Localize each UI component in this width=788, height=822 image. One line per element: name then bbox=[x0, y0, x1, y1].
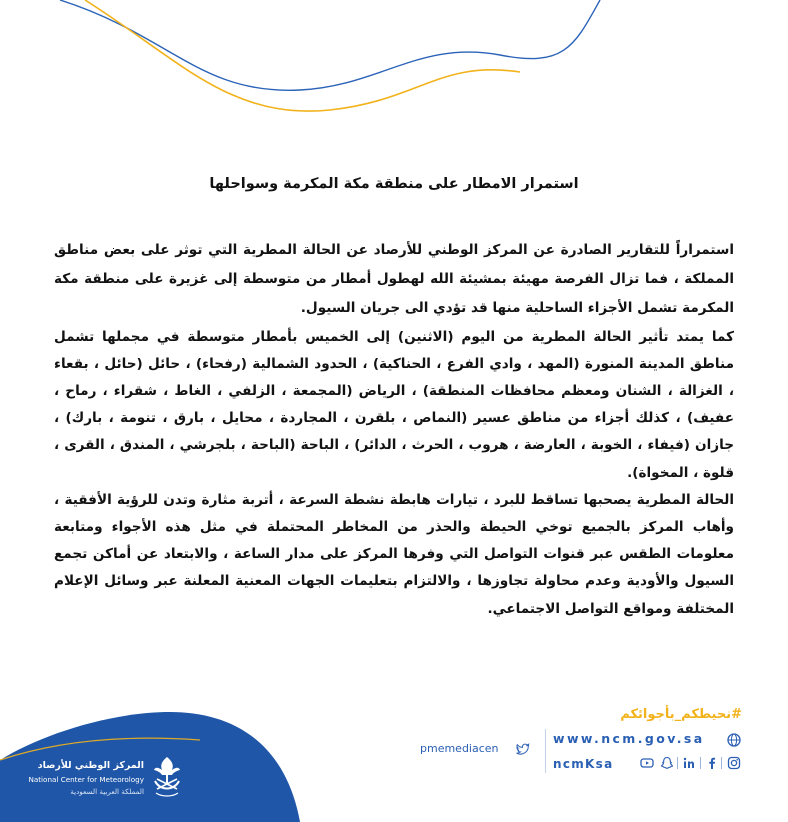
paragraph-2: كما يمتد تأثير الحالة المطرية من اليوم (الاثنين) إلى الخميس بأمطار متوسطة في مجملها تشمل مناطق المدينة المنورة (المهد ، وادي الفرع ، الحناكية) ، الحدود الشمالية (رفحاء) ، حائل (حائل ، بقعاء ، الغزالة ، الشنان ومعظم محافظات المنطقة) ، الرياض (المجمعة ، الزلفي ، الغاط ، شقراء ، رماح ، عفيف) ، كذلك أجزاء من مناطق عسير (النماص ، بلقرن ، المجاردة ، محايل ، بارق ، تنومة ، بارك) ، جازان (فيفاء ، الخوبة ، العارضة ، هروب ، الحرث ، الدائر) ، الباحة (الباحة ، بلجرشي ، المندق ، القرى ، قلوة ، المخواة). bbox=[54, 328, 734, 481]
footer-divider bbox=[545, 729, 546, 773]
social-icons-row bbox=[640, 756, 744, 770]
snapchat-icon[interactable] bbox=[660, 756, 674, 770]
article-body bbox=[54, 236, 734, 623]
logo-name-en: National Center for Meteorology bbox=[28, 775, 144, 784]
website-link[interactable]: www.ncm.gov.sa bbox=[553, 731, 705, 746]
ncm-logo bbox=[28, 755, 184, 801]
icon-separator bbox=[721, 757, 722, 769]
globe-icon bbox=[727, 733, 741, 747]
social-handle[interactable]: ncmKsa bbox=[553, 757, 614, 771]
icon-separator bbox=[700, 757, 701, 769]
logo-name-ar: المركز الوطني للأرصاد bbox=[37, 760, 144, 771]
twitter-handle[interactable]: pmemediacen bbox=[420, 742, 499, 755]
hashtag: #نحيطكم_بأجوائكم bbox=[620, 707, 742, 722]
instagram-icon[interactable] bbox=[727, 756, 741, 770]
facebook-icon[interactable] bbox=[705, 756, 719, 770]
page-title: استمرار الامطار على منطقة مكة المكرمة وسواحلها bbox=[209, 176, 579, 192]
linkedin-icon[interactable] bbox=[682, 756, 696, 770]
paragraph-1: استمراراً للتقارير الصادرة عن المركز الوطني للأرصاد عن الحالة المطرية التي توثر على بعض مناطق المملكة ، فما تزال الفرصة مهيئة بمشيئة الله لهطول أمطار من متوسطة إلى غزيرة على منطقة مكة المكرمة تشمل الأجزاء الساحلية منها قد تؤدي الى جريان السيول. bbox=[54, 242, 734, 317]
logo-country-ar: المملكة العربية السعودية bbox=[70, 787, 144, 796]
paragraph-3: الحالة المطرية يصحبها تساقط للبرد ، تيارات هابطة نشطة السرعة ، أتربة مثارة وتدن للرؤية الأفقية ، وأهاب المركز بالجميع توخي الحيطة والحذر من المخاطر المحتملة في مثل هذه الأجواء ومتابعة معلومات الطقس عبر قنوات التواصل التي وفرها المركز على مدار الساعة ، والابتعاد عن أماكن تجمع السيول والأودية وعدم محاولة تجاوزها ، والالتزام بتعليمات الجهات المعنية المعلنة عبر وسائل الإعلام المختلفة ومواقع التواصل الاجتماعي. bbox=[54, 491, 734, 617]
twitter-icon[interactable] bbox=[516, 742, 530, 756]
emblem-icon bbox=[150, 755, 184, 797]
youtube-icon[interactable] bbox=[640, 756, 654, 770]
icon-separator bbox=[677, 757, 678, 769]
